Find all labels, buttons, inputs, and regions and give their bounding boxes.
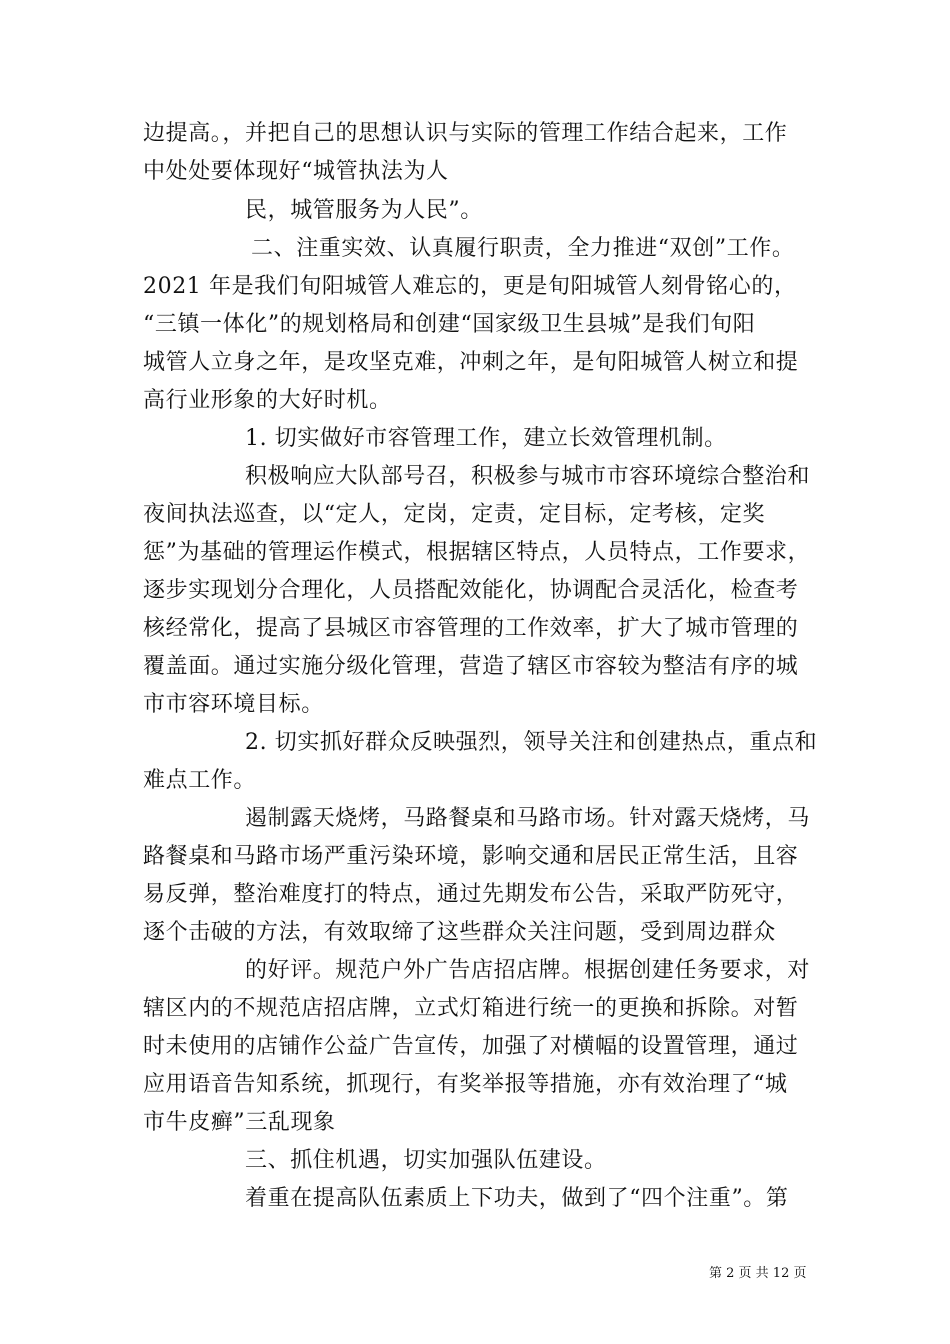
text-line: 时未使用的店铺作公益广告宣传，加强了对横幅的设置管理，通过: [143, 1034, 799, 1059]
text-line: 难点工作。: [143, 768, 257, 793]
section-heading: 二、注重实效、认真履行职责，全力推进“双创”工作。: [251, 236, 795, 261]
text-line: 市牛皮癣”三乱现象: [143, 1110, 336, 1135]
text-line: 城管人立身之年，是攻坚克难，冲刺之年，是旬阳城管人树立和提: [143, 350, 799, 375]
text-line: 的好评。规范户外广告店招店牌。根据创建任务要求，对: [245, 958, 811, 983]
text-line: 2021 年是我们旬阳城管人难忘的，更是旬阳城管人刻骨铭心的，: [143, 274, 797, 299]
text-line: 夜间执法巡查，以“定人，定岗，定责，定目标，定考核，定奖: [143, 502, 766, 527]
text-line: 逐个击破的方法，有效取缔了这些群众关注问题，受到周边群众: [143, 920, 776, 945]
text-line: 边提高。，并把自己的思想认识与实际的管理工作结合起来，工作: [143, 121, 788, 146]
text-line: 着重在提高队伍素质上下功夫，做到了“四个注重”。第: [245, 1186, 789, 1211]
text-line: 遏制露天烧烤，马路餐桌和马路市场。针对露天烧烤，马: [245, 806, 811, 831]
text-line: 惩”为基础的管理运作模式，根据辖区特点，人员特点，工作要求，: [143, 540, 811, 565]
text-line: “三镇一体化”的规划格局和创建“国家级卫生县城”是我们旬阳: [143, 312, 756, 337]
section-heading: 三、抓住机遇，切实加强队伍建设。: [245, 1148, 607, 1173]
sub-heading: 2. 切实抓好群众反映强烈，领导关注和创建热点，重点和: [245, 730, 818, 755]
text-line: 高行业形象的大好时机。: [143, 388, 392, 413]
text-line: 民，城管服务为人民”。: [245, 198, 483, 223]
text-line: 中处处要体现好“城管执法为人: [143, 159, 449, 184]
text-line: 逐步实现划分合理化，人员搭配效能化，协调配合灵活化，检查考: [143, 578, 799, 603]
text-line: 应用语音告知系统，抓现行，有奖举报等措施，亦有效治理了“城: [143, 1072, 788, 1097]
text-line: 覆盖面。通过实施分级化管理，营造了辖区市容较为整洁有序的城: [143, 654, 799, 679]
text-line: 积极响应大队部号召，积极参与城市市容环境综合整治和: [245, 464, 811, 489]
sub-heading: 1. 切实做好市容管理工作，建立长效管理机制。: [245, 426, 727, 451]
text-line: 易反弹，整治难度打的特点，通过先期发布公告，采取严防死守，: [143, 882, 799, 907]
text-line: 市市容环境目标。: [143, 692, 324, 717]
text-line: 路餐桌和马路市场严重污染环境，影响交通和居民正常生活，且容: [143, 844, 799, 869]
text-line: 辖区内的不规范店招店牌，立式灯箱进行统一的更换和拆除。对暂: [143, 996, 799, 1021]
page-number: 第 2 页 共 12 页: [709, 1266, 807, 1281]
text-line: 核经常化，提高了县城区市容管理的工作效率，扩大了城市管理的: [143, 616, 799, 641]
